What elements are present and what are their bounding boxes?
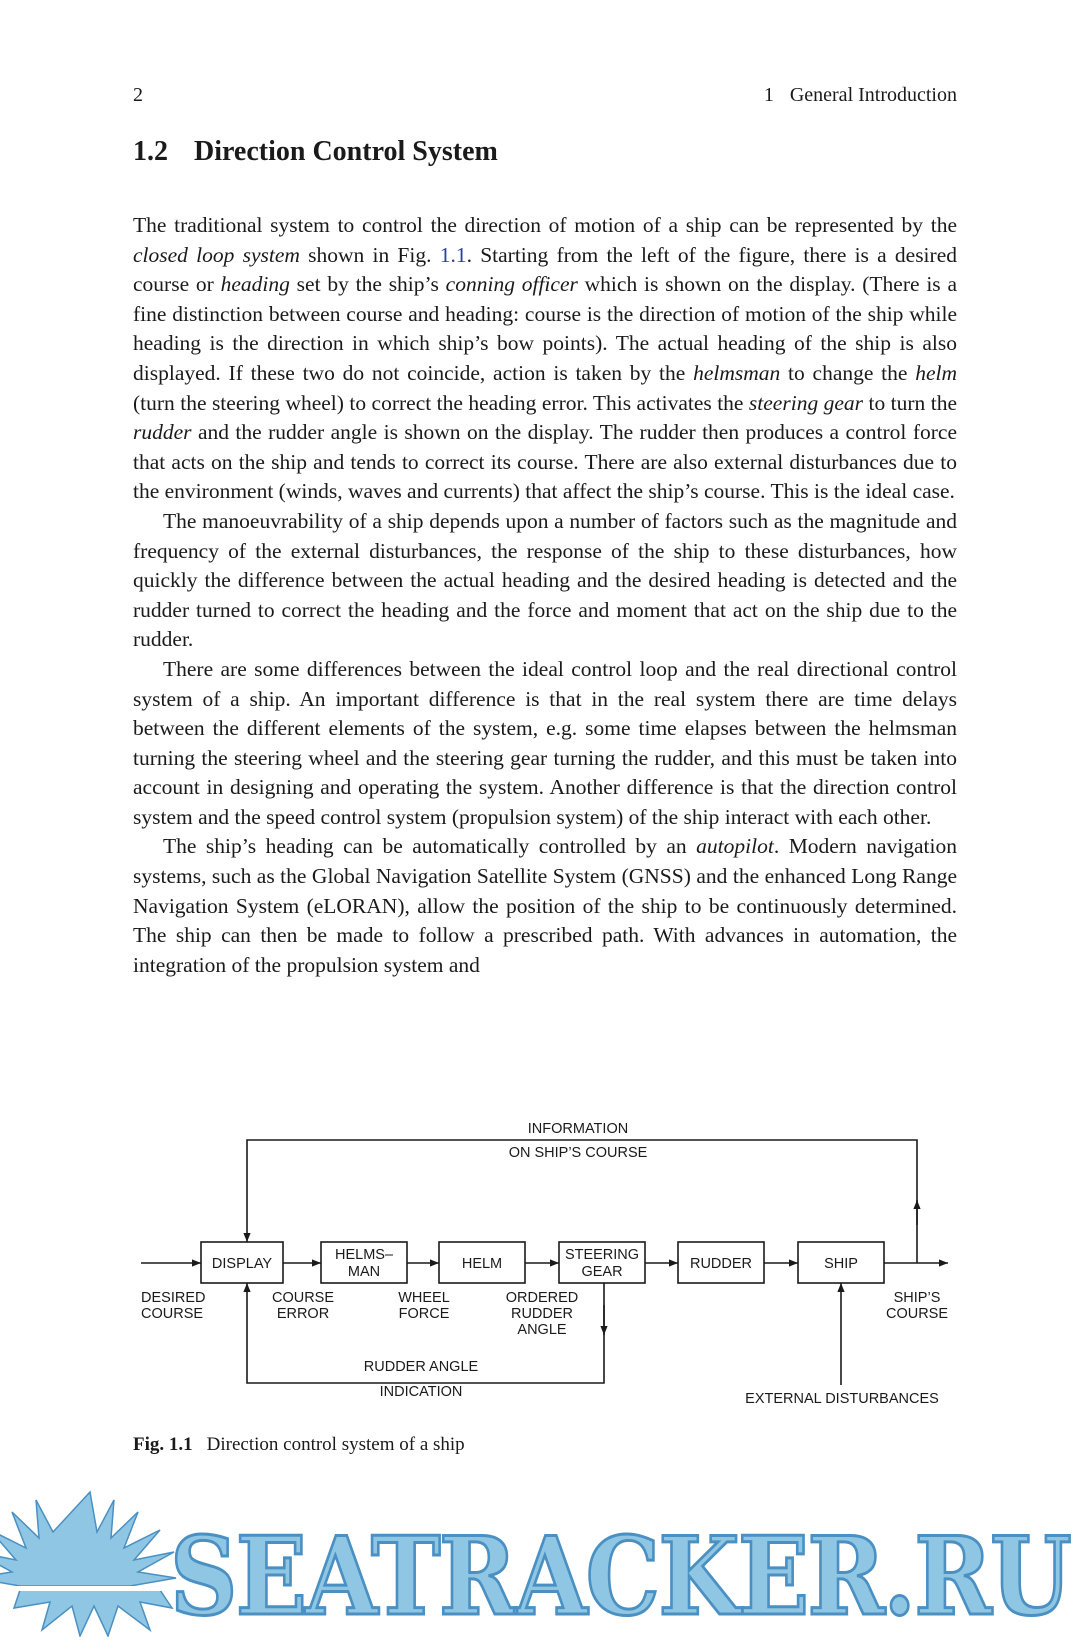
- steering-gear-label-2: GEAR: [581, 1264, 623, 1280]
- wheel-force-label-2: FORCE: [398, 1306, 450, 1322]
- text-run: and the rudder angle is shown on the display. The rudder then produces a control force that acts on the ship and tends to correct its course. There are also external disturbances due to the environment (winds, waves and currents) that affect the ship’s course. This is the ideal case.: [133, 420, 957, 504]
- figure-1-1: [133, 1115, 963, 1415]
- ordered-rudder-angle-label-1: ORDERED: [505, 1290, 579, 1306]
- page-number: 2: [133, 84, 143, 106]
- watermark: [0, 1490, 1080, 1637]
- text-run: set by the ship’s: [289, 272, 446, 297]
- text-run: to turn the: [863, 390, 957, 415]
- chapter-header: [764, 84, 957, 107]
- rudder-angle-indication-label-1: RUDDER ANGLE: [363, 1359, 479, 1375]
- helm-label: HELM: [461, 1256, 503, 1272]
- text-run: The ship’s heading can be automatically controlled by an: [163, 834, 697, 859]
- italic-term: heading: [220, 272, 290, 297]
- text-run: which is shown on the display. (There is a fine distinction between course and heading: course is the direction of motion of the ship while heading is the direction in which ship’s bow points). The actual heading of the ship is also displayed. If these two do not coincide, action is taken by the: [133, 272, 957, 385]
- watermark-graphic: [0, 1490, 1080, 1637]
- figure-reference-link[interactable]: 1.1: [439, 242, 467, 267]
- caption-label: Fig. 1.1: [133, 1434, 193, 1455]
- ships-course-label-1: SHIP’S: [893, 1290, 941, 1306]
- italic-term: helmsman: [693, 360, 781, 385]
- ordered-rudder-angle-label-2: RUDDER: [510, 1306, 574, 1322]
- helmsman-label-2: MAN: [347, 1264, 381, 1280]
- text-run: . Starting from the left of the figure, there is a desired course or: [133, 242, 957, 297]
- steering-gear-label-1: STEERING: [564, 1247, 640, 1263]
- italic-term: steering gear: [748, 390, 864, 415]
- italic-term: rudder: [133, 420, 192, 445]
- watermark-text: SEATRACKER.RU: [170, 1514, 1070, 1637]
- desired-course-label-2: COURSE: [141, 1306, 204, 1322]
- course-error-label-2: ERROR: [276, 1306, 330, 1322]
- desired-course-label-1: DESIRED: [141, 1290, 206, 1306]
- text-run: . Modern navigation systems, such as the Global Navigation Satellite System (GNSS) and the enhanced Long Range Navigation System (eLORAN), allow the position of the ship to be continuously determined. The ship can then be made to follow a prescribed path. With advances in automation, the integration of the propulsion system and: [133, 834, 958, 977]
- body-text: [133, 211, 957, 980]
- paragraph-3: There are some differences between the ideal control loop and the real directional control system of a ship. An important difference is that in the real system there are time delays between the different elements of the system, e.g. some time elapses between the helmsman turning the steering wheel and the steering gear turning the rudder, and this must be taken into account in designing and operating the system. Another difference is that the direction control system and the speed control system (propulsion system) of the ship interact with each other.: [133, 656, 957, 829]
- figure-caption: [133, 1434, 465, 1456]
- helmsman-label-1: HELMS–: [334, 1247, 394, 1263]
- text-run: to change the: [780, 360, 916, 385]
- paragraph-1: [133, 211, 957, 507]
- display-label: DISPLAY: [211, 1256, 273, 1272]
- paragraph-2: The manoeuvrability of a ship depends upon a number of factors such as the magnitude and frequency of the external disturbances, the response of the ship to these disturbances, how quickly the difference between the actual heading and the desired heading is detected and the rudder turned to correct the heading and the force and moment that act on the ship due to the rudder.: [133, 508, 957, 652]
- information-label-1: INFORMATION: [527, 1121, 629, 1137]
- section-title: Direction Control System: [194, 136, 498, 167]
- information-label-2: ON SHIP’S COURSE: [508, 1145, 648, 1161]
- italic-term: helm: [915, 360, 957, 385]
- text-run: (turn the steering wheel) to correct the heading error. This activates the: [133, 390, 749, 415]
- wheel-force-label-1: WHEEL: [398, 1290, 450, 1306]
- chapter-title: General Introduction: [789, 84, 957, 106]
- section-number: 1.2: [133, 136, 168, 167]
- course-error-label-1: COURSE: [271, 1290, 335, 1306]
- sun-burst-icon: [0, 1492, 180, 1636]
- block-diagram: [133, 1115, 963, 1415]
- ships-course-label-2: COURSE: [885, 1306, 949, 1322]
- section-heading: [133, 136, 498, 168]
- italic-term: conning officer: [445, 272, 578, 297]
- caption-text: Direction control system of a ship: [206, 1434, 465, 1455]
- italic-term: closed loop system: [133, 242, 300, 267]
- rudder-angle-indication-label-2: INDICATION: [379, 1384, 463, 1400]
- chapter-number: 1: [763, 84, 774, 106]
- external-disturbances-label: EXTERNAL DISTURBANCES: [745, 1391, 939, 1407]
- text-run: The traditional system to control the direction of motion of a ship can be represented by the: [133, 213, 957, 237]
- ship-label: SHIP: [824, 1256, 858, 1272]
- ordered-rudder-angle-label-3: ANGLE: [517, 1322, 567, 1338]
- text-run: shown in Fig.: [299, 242, 440, 267]
- italic-term: autopilot: [696, 834, 774, 859]
- rudder-label: RUDDER: [689, 1256, 753, 1272]
- paragraph-4: [133, 832, 957, 980]
